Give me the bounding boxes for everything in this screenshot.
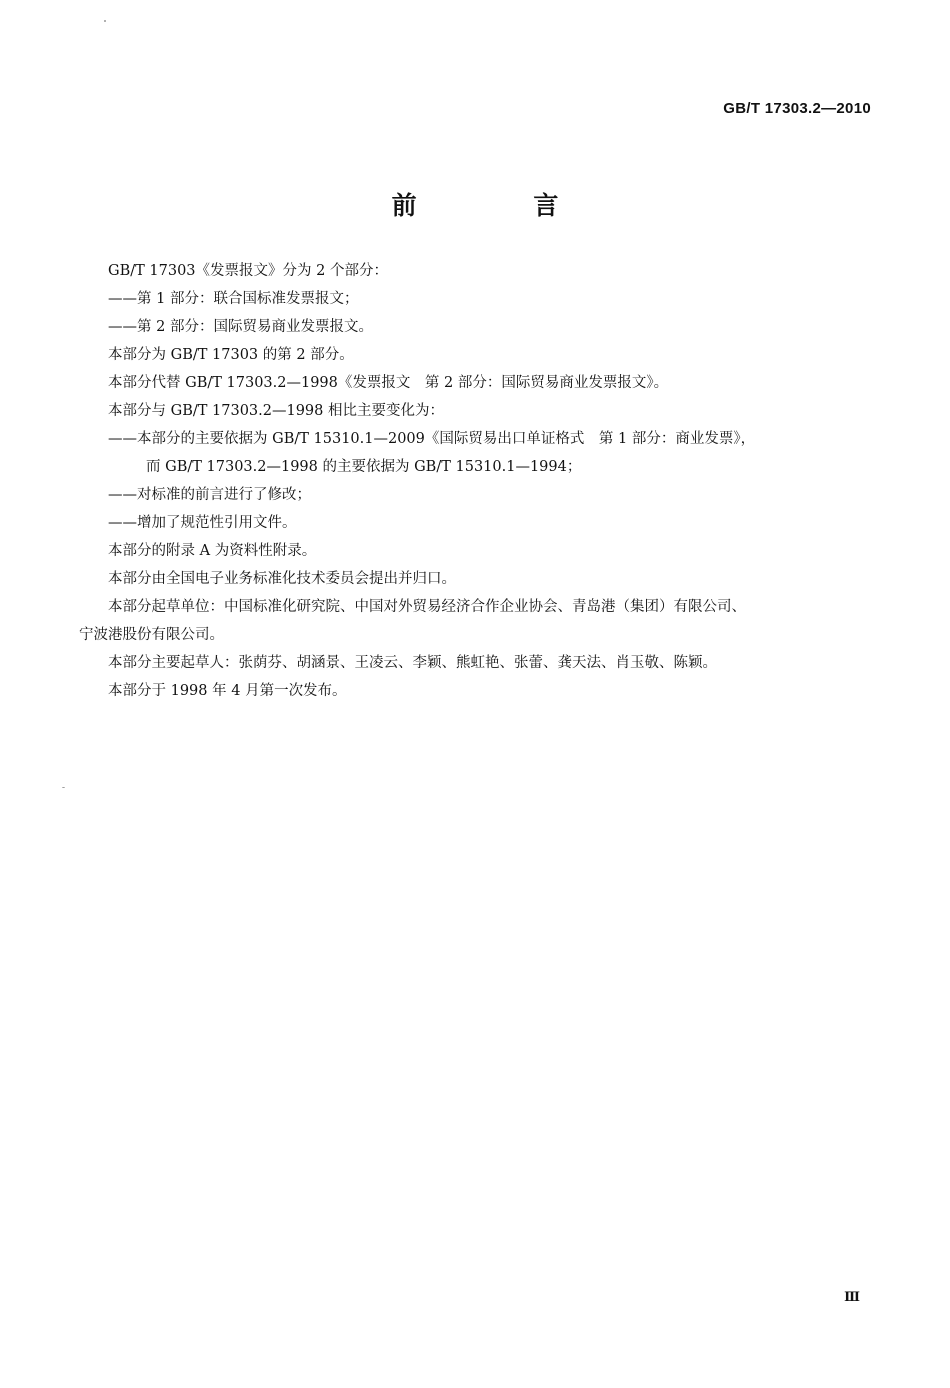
page-number: Ⅲ bbox=[844, 1290, 860, 1305]
page-title: 前 言 bbox=[391, 191, 613, 220]
paragraph: 本部分由全国电子业务标准化技术委员会提出并归口。 bbox=[108, 571, 456, 587]
list-item-continuation: 而 GB/T 17303.2—1998 的主要依据为 GB/T 15310.1—1994； bbox=[146, 459, 582, 475]
list-item: ——本部分的主要依据为 GB/T 15310.1—2009《国际贸易出口单证格式 第 1 部分：商业发票》， bbox=[108, 431, 756, 447]
standard-code: GB/T 17303.2—2010 bbox=[723, 100, 871, 117]
list-item: ——第 1 部分：联合国标准发票报文； bbox=[108, 291, 359, 307]
paragraph: 本部分的附录 A 为资料性附录。 bbox=[108, 543, 317, 559]
paragraph: 本部分与 GB/T 17303.2—1998 相比主要变化为： bbox=[108, 403, 444, 419]
paragraph-continuation: 宁波港股份有限公司。 bbox=[79, 627, 224, 643]
scan-speck bbox=[104, 20, 106, 22]
paragraph: 本部分主要起草人：张荫芬、胡涵景、王凌云、李颖、熊虹艳、张蕾、龚天法、肖玉敬、陈颖。 bbox=[108, 655, 717, 671]
list-item: ——对标准的前言进行了修改； bbox=[108, 487, 311, 503]
paragraph: 本部分为 GB/T 17303 的第 2 部分。 bbox=[108, 347, 354, 363]
paragraph: 本部分于 1998 年 4 月第一次发布。 bbox=[108, 683, 347, 699]
list-item: ——增加了规范性引用文件。 bbox=[108, 515, 297, 531]
list-item: ——第 2 部分：国际贸易商业发票报文。 bbox=[108, 319, 373, 335]
paragraph: 本部分代替 GB/T 17303.2—1998《发票报文 第 2 部分：国际贸易商业发票报文》。 bbox=[108, 375, 669, 391]
paragraph: 本部分起草单位：中国标准化研究院、中国对外贸易经济合作企业协会、青岛港（集团）有限公司、 bbox=[108, 599, 746, 615]
scan-speck bbox=[62, 787, 65, 788]
paragraph: GB/T 17303《发票报文》分为 2 个部分： bbox=[108, 263, 388, 279]
